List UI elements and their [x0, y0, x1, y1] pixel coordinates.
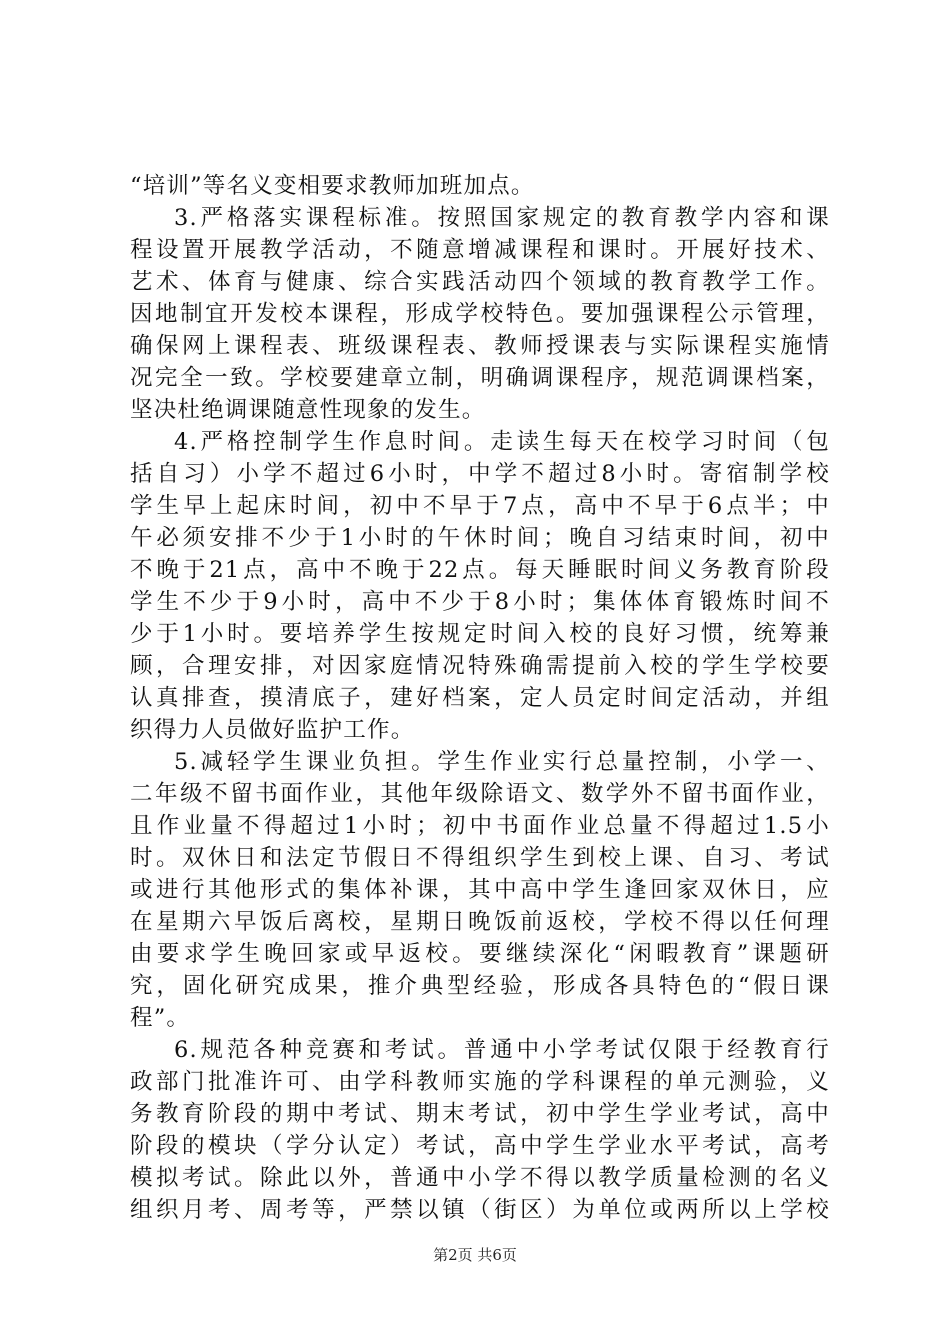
text-line: 顾，合理安排，对因家庭情况特殊确需提前入校的学生学校要: [130, 653, 830, 679]
text-line: 确保网上课程表、班级课程表、教师授课表与实际课程实施情: [130, 333, 830, 359]
text-line: 认真排查，摸清底子，建好档案，定人员定时间定活动，并组: [130, 685, 830, 711]
text-line: 况完全一致。学校要建章立制，明确调课程序，规范调课档案，: [130, 365, 830, 391]
page-footer: 第2页 共6页: [433, 1246, 517, 1264]
text-line: 究，固化研究成果，推介典型经验，形成各具特色的“假日课: [130, 973, 830, 999]
text-line: 务教育阶段的期中考试、期末考试，初中学生学业考试，高中: [130, 1101, 830, 1127]
text-line: 艺术、体育与健康、综合实践活动四个领域的教育教学工作。: [130, 269, 830, 295]
text-line: 组织月考、周考等，严禁以镇（街区）为单位或两所以上学校: [130, 1197, 830, 1223]
text-line: 在星期六早饭后离校，星期日晚饭前返校，学校不得以任何理: [130, 909, 830, 935]
text-line: 学生早上起床时间，初中不早于7点，高中不早于6点半；中: [130, 493, 830, 519]
text-line: 时。双休日和法定节假日不得组织学生到校上课、自习、考试: [130, 845, 830, 871]
text-line: 3.严格落实课程标准。按照国家规定的教育教学内容和课: [174, 205, 830, 231]
text-line: 5.减轻学生课业负担。学生作业实行总量控制，小学一、: [174, 749, 830, 775]
text-line: 括自习）小学不超过6小时，中学不超过8小时。寄宿制学校: [130, 461, 830, 487]
text-line: 阶段的模块（学分认定）考试，高中学生学业水平考试，高考: [130, 1133, 830, 1159]
text-line: 少于1小时。要培养学生按规定时间入校的良好习惯，统筹兼: [130, 621, 830, 647]
text-line: 因地制宜开发校本课程，形成学校特色。要加强课程公示管理，: [130, 301, 830, 327]
text-line: 不晚于21点，高中不晚于22点。每天睡眠时间义务教育阶段: [130, 557, 830, 583]
text-line: “培训”等名义变相要求教师加班加点。: [130, 173, 535, 199]
text-line: 模拟考试。除此以外，普通中小学不得以教学质量检测的名义: [130, 1165, 830, 1191]
text-line: 坚决杜绝调课随意性现象的发生。: [130, 397, 486, 423]
text-line: 4.严格控制学生作息时间。走读生每天在校学习时间（包: [174, 429, 830, 455]
text-line: 政部门批准许可、由学科教师实施的学科课程的单元测验，义: [130, 1069, 830, 1095]
text-line: 二年级不留书面作业，其他年级除语文、数学外不留书面作业，: [130, 781, 830, 807]
text-line: 或进行其他形式的集体补课，其中高中学生逢回家双休日，应: [130, 877, 830, 903]
text-line: 6.规范各种竞赛和考试。普通中小学考试仅限于经教育行: [174, 1037, 830, 1063]
document-body: [130, 170, 830, 1226]
text-line: 程设置开展教学活动，不随意增减课程和课时。开展好技术、: [130, 237, 830, 263]
text-line: 且作业量不得超过1小时；初中书面作业总量不得超过1.5小: [130, 813, 830, 839]
text-line: 织得力人员做好监护工作。: [130, 717, 415, 743]
text-line: 学生不少于9小时，高中不少于8小时；集体体育锻炼时间不: [130, 589, 830, 615]
text-line: 由要求学生晚回家或早返校。要继续深化“闲暇教育”课题研: [130, 941, 830, 967]
text-line: 程”。: [130, 1005, 191, 1031]
text-line: 午必须安排不少于1小时的午休时间；晚自习结束时间，初中: [130, 525, 830, 551]
